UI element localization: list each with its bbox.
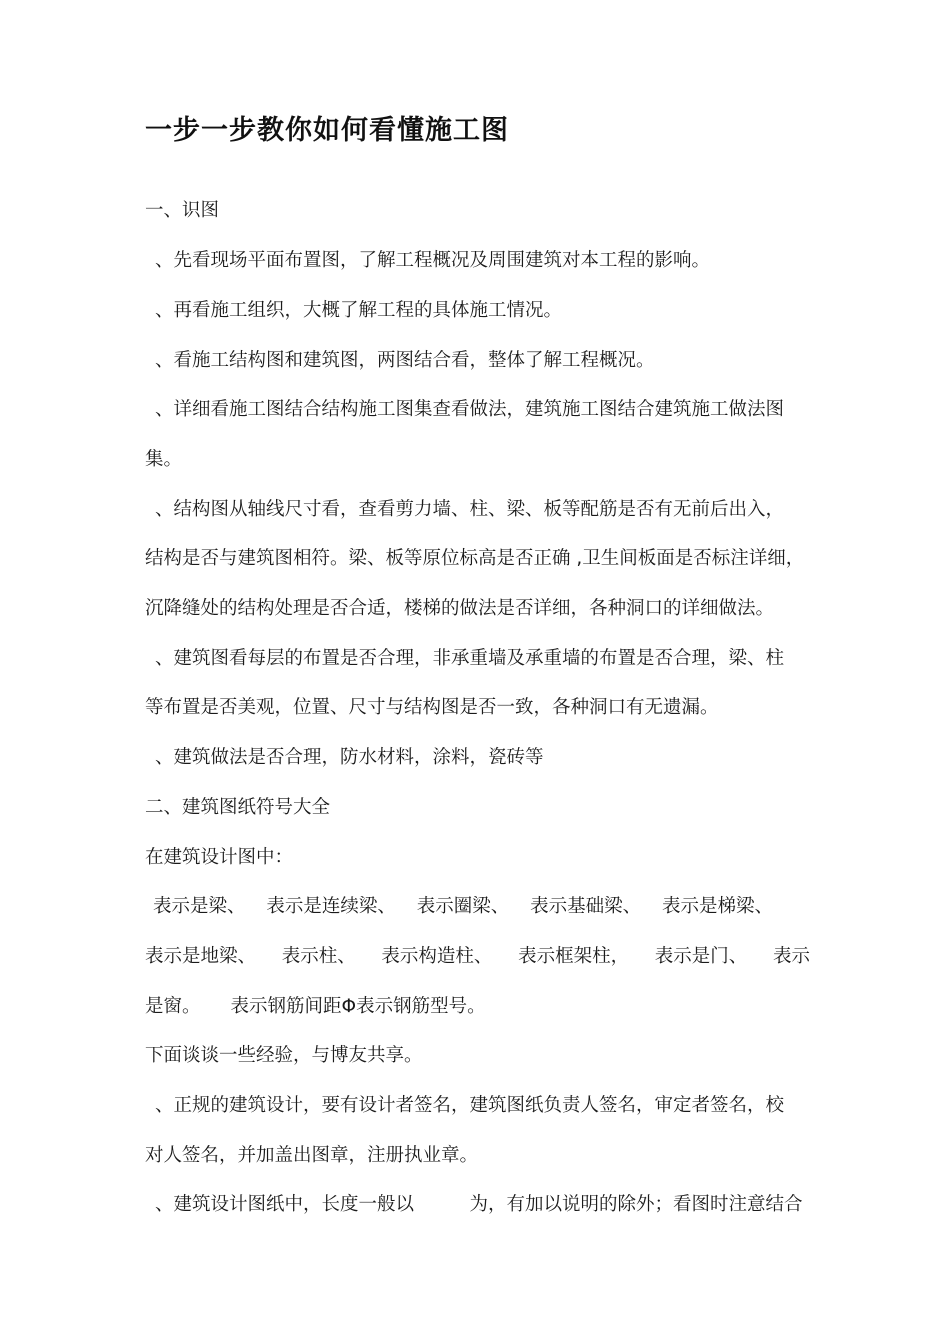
symbols-row (145, 945, 810, 969)
symbol-label: 表示是连续梁、 (266, 896, 396, 917)
symbols-row (145, 995, 810, 1019)
symbol-label: 表示钢筋间距Φ表示钢筋型号。 (230, 996, 486, 1017)
paragraph-line: 、详细看施工图结合结构施工图集查看做法，建筑施工图结合建筑施工做法图 (155, 399, 785, 420)
document-title: 一步一步教你如何看懂施工图 (145, 115, 509, 146)
paragraph-line: 、建筑做法是否合理，防水材料，涂料，瓷砖等 (155, 747, 544, 768)
paragraph-line: 、建筑图看每层的布置是否合理，非承重墙及承重墙的布置是否合理，梁、柱 (155, 648, 785, 669)
section-heading-2: 二、建筑图纸符号大全 (145, 797, 331, 818)
symbol-label: 表示是门、 (654, 946, 748, 967)
paragraph-line: 集。 (145, 449, 183, 470)
paragraph-line: 对人签名，并加盖出图章，注册执业章。 (145, 1145, 479, 1166)
symbol-label: 表示是梯梁、 (661, 896, 773, 917)
symbol-label: 表示基础梁、 (530, 896, 642, 917)
paragraph-line: 、先看现场平面布置图，了解工程概况及周围建筑对本工程的影响。 (155, 250, 711, 271)
paragraph-line: 等布置是否美观，位置、尺寸与结构图是否一致，各种洞口有无遗漏。 (145, 697, 719, 718)
paragraph-line: 、结构图从轴线尺寸看，查看剪力墙、柱、梁、板等配筋是否有无前后出入， (155, 499, 785, 520)
symbol-label: 是窗。 (145, 996, 201, 1017)
symbol-label: 表示柱、 (281, 946, 356, 967)
paragraph-line: 、建筑设计图纸中，长度一般以 为，有加以说明的除外；看图时注意结合 (155, 1194, 803, 1215)
paragraph-line: 沉降缝处的结构处理是否合适，楼梯的做法是否详细，各种洞口的详细做法。 (145, 598, 775, 619)
paragraph-line: 、看施工结构图和建筑图，两图结合看，整体了解工程概况。 (155, 350, 655, 371)
symbol-label: 表示构造柱、 (381, 946, 493, 967)
symbol-label: 表示是地梁、 (145, 946, 257, 967)
paragraph-line: 下面谈谈一些经验，与博友共享。 (145, 1045, 423, 1066)
paragraph-line: 、再看施工组织，大概了解工程的具体施工情况。 (155, 300, 563, 321)
section-heading-1: 一、识图 (145, 200, 220, 221)
symbol-label: 表示是梁、 (153, 896, 246, 917)
symbol-label: 表示圈梁、 (416, 896, 510, 917)
paragraph-line: 在建筑设计图中： (145, 847, 294, 868)
paragraph-line: 结构是否与建筑图相符。梁、板等原位标高是否正确 ,卫生间板面是否标注详细， (145, 548, 805, 569)
symbol-label: 表示 (772, 946, 810, 967)
symbols-row (153, 895, 773, 919)
symbol-label: 表示框架柱， (518, 946, 630, 967)
paragraph-line: 、正规的建筑设计，要有设计者签名，建筑图纸负责人签名，审定者签名，校 (155, 1095, 785, 1116)
